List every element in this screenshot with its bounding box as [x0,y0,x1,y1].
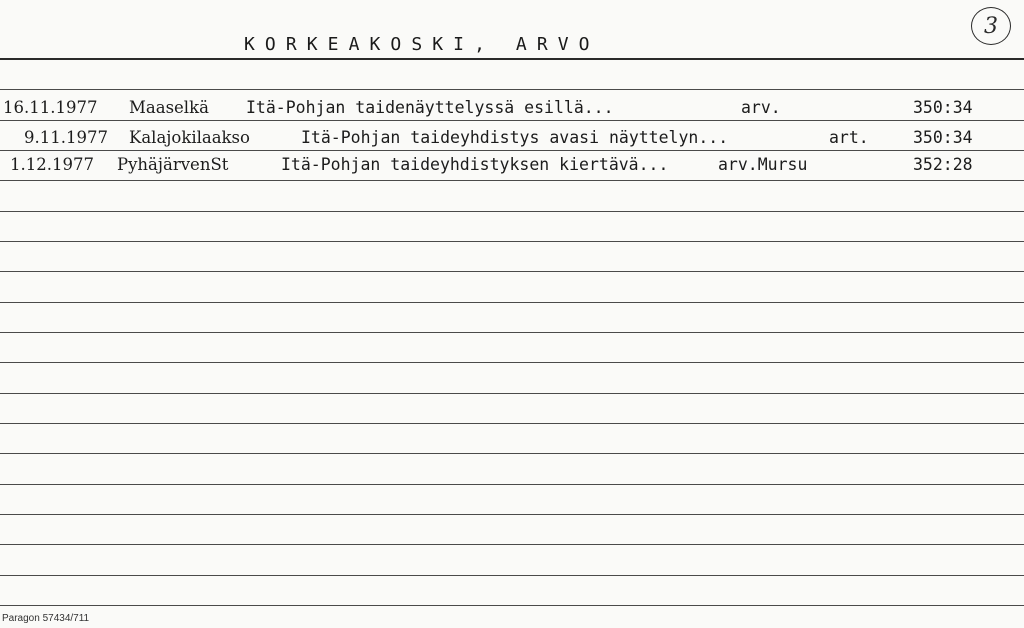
ruled-line [0,514,1024,515]
ruled-line [0,271,1024,272]
ruled-line [0,302,1024,303]
entry-date: 9.11.1977 [24,128,108,147]
ruled-line [0,393,1024,394]
ruled-line [0,575,1024,576]
print-code: Paragon 57434/711 [2,613,90,624]
ruled-line [0,211,1024,212]
entry-date: 16.11.1977 [3,98,98,117]
card-number: 3 [984,13,998,39]
entry-title: Itä-Pohjan taidenäyttelyssä esillä... [246,98,614,117]
ruled-line [0,241,1024,242]
entry-ref: 352:28 [913,155,973,174]
header-rule [0,58,1024,60]
entry-place: Kalajokilaakso [129,128,250,147]
ruled-line [0,362,1024,363]
entry-ref: 350:34 [913,128,973,147]
entry-type: arv.Mursu [718,155,808,174]
ruled-line [0,484,1024,485]
ruled-line [0,605,1024,606]
ruled-line [0,544,1024,545]
card-title: KORKEAKOSKI, ARVO [244,34,600,55]
ruled-line [0,89,1024,90]
entry-title: Itä-Pohjan taideyhdistys avasi näyttelyn... [301,128,729,147]
entry-title: Itä-Pohjan taideyhdistyksen kiertävä... [281,155,669,174]
entry-place: Maaselkä [129,98,209,117]
card-number-circle [971,7,1011,45]
entry-type: arv. [741,98,781,117]
entry-ref: 350:34 [913,98,973,117]
ruled-line [0,423,1024,424]
ruled-line [0,120,1024,121]
ruled-line [0,150,1024,151]
ruled-line [0,180,1024,181]
entry-type: art. [829,128,869,147]
ruled-line [0,332,1024,333]
entry-date: 1.12.1977 [10,155,94,174]
ruled-line [0,453,1024,454]
entry-place: PyhäjärvenSt [117,155,229,174]
